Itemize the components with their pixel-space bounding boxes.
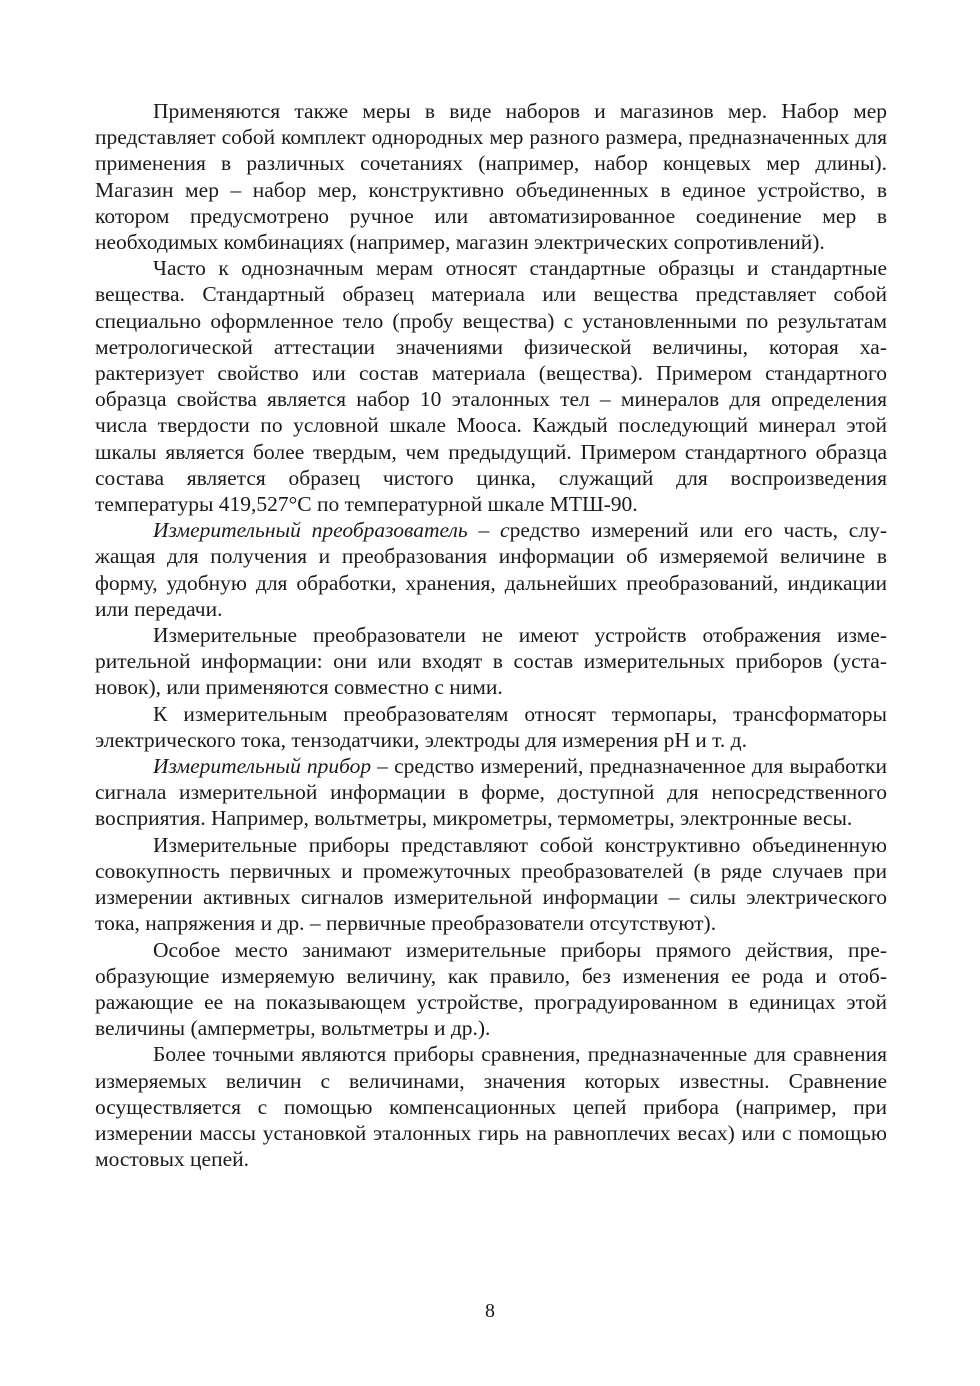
page-number: 8 — [485, 1300, 495, 1322]
paragraph-transducers-no-display — [95, 622, 887, 701]
paragraph-text: Более точными являются приборы сравнения, предназначенные для сравнения измеряемых величин с величинами, значения которых известны. Сравнение осуществляется с помощью компенсационных цепей прибора (например, при измерении массы установкой эталонных гирь на равноплечих весах) или с помощью мостовых цепей. — [95, 1042, 887, 1172]
paragraph-measure-sets — [95, 98, 887, 255]
paragraph-direct-action-instruments — [95, 937, 887, 1042]
document-body — [95, 98, 887, 1172]
paragraph-instrument-structure — [95, 832, 887, 937]
paragraph-measuring-instrument-definition — [95, 753, 887, 832]
paragraph-text: Особое место занимают измерительные приборы прямого действия, преобразующие измеряемую величину, как правило, без изменения ее рода и отображающие ее на показывающем устройстве, проградуированном в единицах этой величины (амперметры, вольтметры и др.). — [95, 937, 887, 1041]
paragraph-comparison-instruments — [95, 1041, 887, 1172]
paragraph-text: редство измерений или его часть, служащая для получения и преобразования информации об измеряемой величине в форму, удобную для обработки, хранения, дальнейших преобразований, индикации или передачи. — [95, 518, 887, 621]
paragraph-text: Часто к однозначным мерам относят стандартные образцы и стандартные вещества. Стандартный образец материала или вещества представляет собой специально оформленное тело (пробу вещества) с установленными по результатам метрологической аттестации значениями физической величины, которая характеризует свойство или состав материала (вещества). Примером стандартного образца свойства является набор 10 эталонных тел – минералов для определения числа твердости по условной шкале Мооса. Каждый последующий минерал этой шкалы является более твердым, чем предыдущий. Примером стандартного образца состава является образец чистого цинка, служащий для воспроизведения температуры 419,527°С по температурной шкале МТШ-90. — [95, 256, 887, 517]
paragraph-text: К измерительным преобразователям относят термопары, трансформаторы электрического тока, тензодатчики, электроды для измерения pH и т. д. — [95, 701, 887, 752]
paragraph-text: Измерительные преобразователи не имеют устройств отображения измерительной информации: они или входят в состав измерительных приборов (установок), или применяются совместно с ними. — [95, 623, 887, 700]
paragraph-text: Применяются также меры в виде наборов и магазинов мер. Набор мер представляет собой комплект однородных мер разного размера, предназначенных для применения в различных сочетаниях (например, набор концевых мер длины). Магазин мер – набор мер, конструктивно объединенных в единое устройство, в котором предусмотрено ручное или автоматизированное соединение мер в необходимых комбинациях (например, магазин электрических сопротивлений). — [95, 99, 887, 255]
paragraph-standard-samples — [95, 255, 887, 517]
paragraph-text: Измерительные приборы представляют собой конструктивно объединенную совокупность первичных и промежуточных преобразователей (в ряде случаев при измерении активных сигналов измерительной информации – силы электрического тока, напряжения и др. – первичные преобразователи отсутствуют). — [95, 832, 887, 936]
paragraph-text: – средство измерений, предназначенное для выработки сигнала измерительной информации в форме, доступной для непосредственного восприятия. Например, вольтметры, микрометры, термометры, электронные весы. — [95, 754, 887, 831]
paragraph-term: Измерительный прибор — [153, 754, 372, 779]
paragraph-measuring-transducer-definition — [95, 517, 887, 622]
paragraph-transducer-examples — [95, 701, 887, 753]
paragraph-term: Измерительный преобразователь – с — [153, 518, 510, 543]
